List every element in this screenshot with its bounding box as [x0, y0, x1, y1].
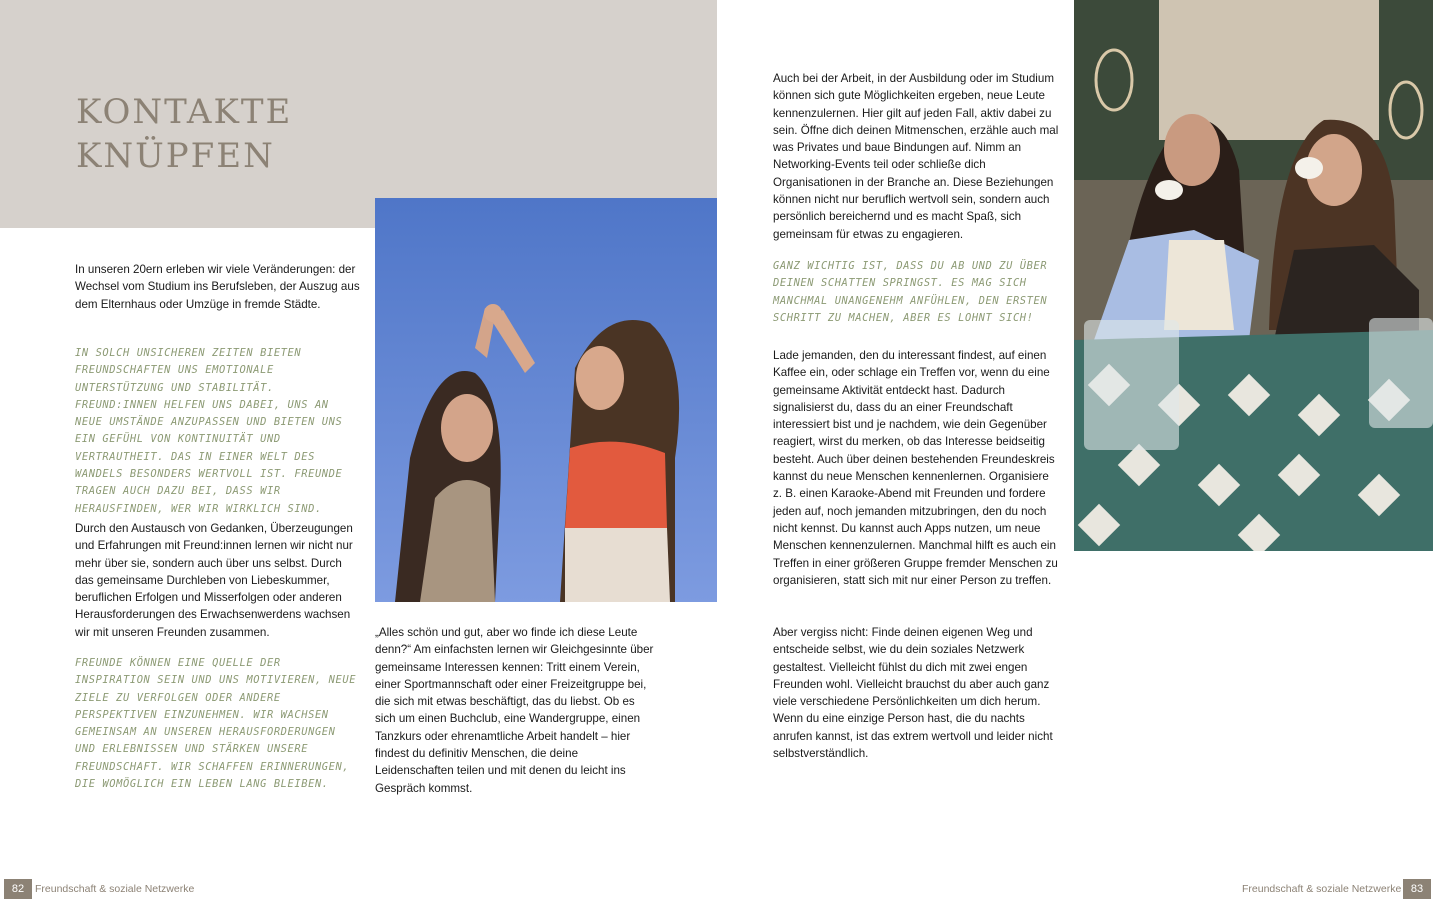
right-paragraph-3: Aber vergiss nicht: Finde deinen eigenen Weg und entscheide selbst, wie du dein soziales Netzwerk gestaltest. Vielleicht fühlst du dich mit zwei engen Freunden wohl. Vielleicht brauchst du aber auch ganz viele verschiedene Persönlichkeiten um dich herum. Wenn du eine einzige Person hast, die du nachts anrufen kannst, ist das extrem wertvoll und leider nicht selbstverständlich.: [773, 626, 1053, 761]
middle-column-text: „Alles schön und gut, aber wo finde ich diese Leute denn?“ Am einfachsten lernen wir Gleichgesinnte über gemeinsame Interessen kennen: Tritt einem Verein, einer Sportmannschaft oder einer Freizeitgruppe bei, die sich mit etwas beschäftigt, das du liebst. Ob es sich um einen Buchclub, eine Wandergruppe, einen Tanzkurs oder ehrenamtliche Arbeit handelt – hier findest du definitiv Menschen, die deine Leidenschaften teilen und mit denen du leicht ins Gespräch kommst.: [375, 626, 654, 795]
pull-quote-1: IN SOLCH UNSICHEREN ZEITEN BIETEN FREUNDSCHAFTEN UNS EMOTIONALE UNTERSTÜTZUNG UND STABILITÄT. FREUND:INNEN HELFEN UNS DABEI, UNS AN NEUE UMSTÄNDE ANZUPASSEN UND BIETEN UNS EIN GEFÜHL VON KONTINUITÄT UND VERTRAUTHEIT. DAS IN EINER WELT DES WANDELS BESONDERS WERTVOLL IST. FREUNDE TRAGEN AUCH DAZU BEI, DASS WIR HERAUSFINDEN, WER WIR WIRKLICH SIND.: [75, 347, 343, 515]
title-line-1: KONTAKTE: [76, 92, 293, 132]
right-paragraph-2: Lade jemanden, den du interessant findest, auf einen Kaffee ein, oder schlage ein Treffen vor, wenn du eine gemeinsame Aktivität entdeckt hast. Dadurch signalisierst du, dass du an einer Freundschaft interessiert bist und je nachdem, wie dein Gegenüber reagiert, wirst du merken, ob das Interesse beidseitig besteht. Auch über deinen bestehenden Freundeskreis kannst du neue Menschen kennenlernen. Organisiere z. B. einen Karaoke-Abend mit Freunden und fordere jeden auf, noch jemanden mitzubringen, den du noch nicht kennst. Du kannst auch Apps nutzen, um neue Menschen kennenzulernen. Manchmal hilft es auch ein Treffen in einer größeren Gruppe fremder Menschen zu organisieren, statt sich mit nur einer Person zu treffen.: [773, 349, 1058, 587]
footer-label-right: Freundschaft & soziale Netzwerke: [1242, 883, 1402, 895]
body-paragraph-2: Durch den Austausch von Gedanken, Überzeugungen und Erfahrungen mit Freund:innen lernen wir nicht nur mehr über sie, sondern auch über uns selbst. Durch das gemeinsame Durchleben von Liebeskummer, beruflichen Erfolgen und Misserfolgen oder anderen Herausforderungen des Erwachsenwerdens wachsen wir mit unseren Freunden zusammen.: [75, 522, 353, 639]
right-pull-quote: GANZ WICHTIG IST, DASS DU AB UND ZU ÜBER DEINEN SCHATTEN SPRINGST. ES MAG SICH MANCHMAL UNANGENEHM ANFÜHLEN, DEN ERSTEN SCHRITT ZU MACHEN, ABER ES LOHNT SICH!: [773, 260, 1048, 324]
intro-paragraph: In unseren 20ern erleben wir viele Veränderungen: der Wechsel vom Studium ins Berufsleben, der Auszug aus dem Elternhaus oder Umzüge in fremde Städte.: [75, 263, 360, 311]
pull-quote-2: FREUNDE KÖNNEN EINE QUELLE DER INSPIRATION SEIN UND UNS MOTIVIEREN, NEUE ZIELE ZU VERFOLGEN ODER ANDERE PERSPEKTIVEN EINZUNEHMEN. WIR WACHSEN GEMEINSAM AN UNSEREN HERAUSFORDERUNGEN UND ERLEBNISSEN UND STÄRKEN UNSERE FREUNDSCHAFT. WIR SCHAFFEN ERINNERUNGEN, DIE WOMÖGLICH EIN LEBEN LANG BLEIBEN.: [75, 657, 357, 791]
right-paragraph-1: Auch bei der Arbeit, in der Ausbildung oder im Studium können sich gute Möglichkeiten ergeben, neue Leute kennenzulernen. Hier gilt auf jeden Fall, aktiv dabei zu sein. Öffne dich deinen Mitmenschen, erzähle auch mal was Privates und baue Bindungen auf. Nimm an Networking-Events teil oder schließe dich Organisationen in der Branche an. Diese Beziehungen können nicht nur beruflich wertvoll sein, sondern auch persönlich bereichernd und es macht Spaß, sich gemeinsam für etwas zu engagieren.: [773, 72, 1059, 241]
title-line-2: KNÜPFEN: [76, 136, 275, 176]
footer-label-left: Freundschaft & soziale Netzwerke: [35, 883, 195, 895]
page-number-right: 83: [1403, 879, 1431, 899]
cafe-friends-photo: [1074, 0, 1433, 551]
page-number-left: 82: [4, 879, 32, 899]
friends-sky-photo: [375, 198, 717, 602]
page-title: [76, 90, 476, 178]
title-block: [0, 0, 717, 228]
